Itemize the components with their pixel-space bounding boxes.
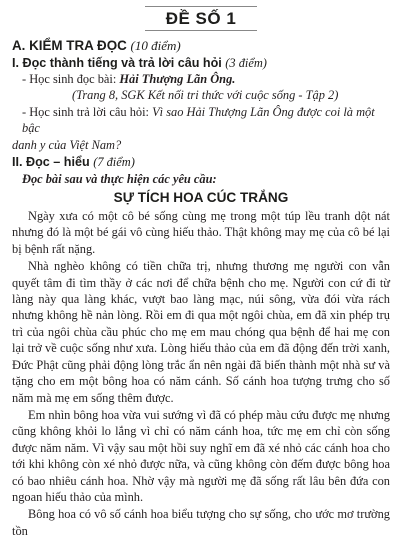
- read-title: Hải Thượng Lãn Ông.: [119, 72, 236, 86]
- part-1-points: (3 điểm): [225, 56, 267, 70]
- story-paragraph-2: Nhà nghèo không có tiền chữa trị, nhưng thương mẹ người con vẫn quyết tâm đi tìm thầy ở các nơi để chữa bệnh cho mẹ. Người con cứ đi từ làng này qua làng khác, vượt bao làng mạc, núi sông, vừa đói vừa rách nhưng không hề nản lòng. Rồi em đi qua một ngôi chùa, em đã xin phép trụ trì của ngôi chùa cầu phúc cho mẹ em mau chóng qua bệnh để hai mẹ con lại trở về cuộc sống như xưa. Lòng hiếu thảo của em đã động đến trời xanh, Đức Phật cũng phải động lòng trắc ẩn nên ngài đã biến thành một nhà sư và tặng cho em một bông hoa có năm cánh. Số cánh hoa tượng trưng cho số năm mà mẹ em sống thêm được.: [12, 259, 390, 405]
- instruction: Đọc bài sau và thực hiện các yêu cầu:: [22, 172, 217, 187]
- section-a-points: (10 điểm): [130, 38, 181, 53]
- part-2-heading: [12, 154, 390, 170]
- story-paragraph-1: Ngày xưa có một cô bé sống cùng mẹ trong một túp lều tranh dột nát nhưng đó là một bé gái vô cùng hiếu thảo. Thật không may mẹ của cô bé lại bị bệnh rất nặng.: [12, 209, 390, 256]
- section-a-label: A. KIỂM TRA ĐỌC: [12, 38, 127, 53]
- part-2-points: (7 điểm): [93, 155, 135, 170]
- source-line: (Trang 8, SGK Kết nối tri thức với cuộc sống - Tập 2): [72, 88, 339, 103]
- exam-title: ĐỀ SỐ 1: [145, 6, 257, 31]
- read-label: - Học sinh đọc bài:: [22, 72, 120, 86]
- story-title: SỰ TÍCH HOA CÚC TRẮNG: [113, 190, 289, 206]
- story-paragraph-4: Bông hoa có vô số cánh hoa biểu tượng cho sự sống, cho ước mơ trường tồn: [12, 507, 390, 538]
- section-a-heading: [12, 37, 390, 54]
- read-line: [12, 71, 390, 87]
- story-paragraph-3: Em nhìn bông hoa vừa vui sướng vì đã có phép màu cứu được mẹ nhưng cũng không khỏi lo lắng vì chỉ có năm cánh hoa, tức mẹ em chỉ còn sống được năm năm. Vì vậy sau một hồi suy nghĩ em đã xé nhỏ các cánh hoa cho tới khi không còn xé nhỏ được nữa, và cũng không còn đếm được bông hoa có bao nhiêu cánh hoa. Nhờ vậy mà người mẹ đã sống rất lâu bên đứa con ngoan hiếu thảo của mình.: [12, 407, 390, 504]
- part-1-label: I. Đọc thành tiếng và trả lời câu hỏi: [12, 56, 222, 70]
- answer-label: - Học sinh trả lời câu hỏi:: [22, 104, 153, 119]
- question-line: [12, 104, 390, 137]
- part-1-heading: [12, 55, 390, 71]
- question-text-1: Vì sao Hải Thượng Lãn Ông được coi là một bậc: [22, 104, 375, 136]
- question-text-2: danh y của Việt Nam?: [12, 137, 122, 152]
- part-2-label: II. Đọc – hiểu: [12, 155, 90, 170]
